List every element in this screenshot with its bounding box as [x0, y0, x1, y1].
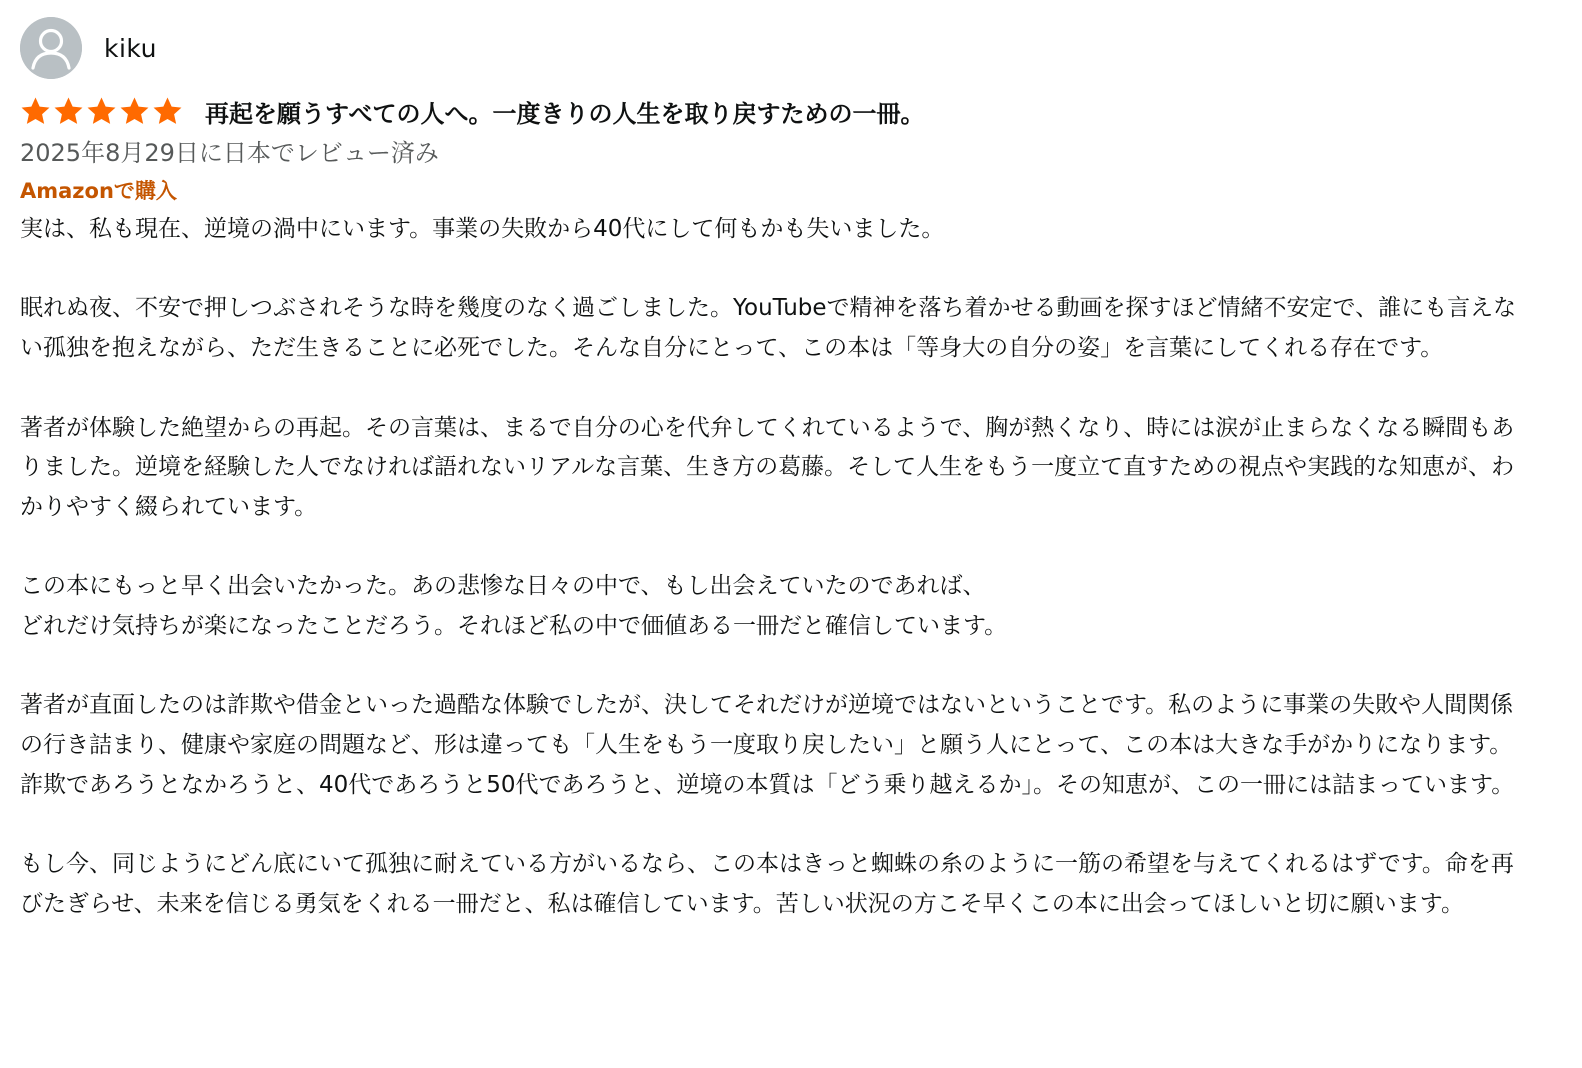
- default-user-avatar-icon[interactable]: [20, 17, 82, 79]
- star-icon: [53, 96, 84, 127]
- review-title[interactable]: 再起を願うすべての人へ。一度きりの人生を取り戻すための一冊。: [205, 99, 925, 128]
- review-date: 2025年8月29日に日本でレビュー済み: [20, 139, 439, 167]
- star-icon: [152, 96, 183, 127]
- star-icon: [20, 96, 51, 127]
- star-rating[interactable]: [20, 96, 183, 127]
- star-icon: [119, 96, 150, 127]
- reviewer-profile[interactable]: [20, 17, 1540, 79]
- reviewer-name[interactable]: kiku: [104, 33, 157, 63]
- star-icon: [86, 96, 117, 127]
- verified-purchase-badge[interactable]: Amazonで購入: [20, 179, 177, 203]
- customer-review: [20, 17, 1540, 925]
- review-title-row: [20, 91, 1540, 131]
- review-body: 実は、私も現在、逆境の渦中にいます。事業の失敗から40代にして何もかも失いました。 眠れぬ夜、不安で押しつぶされそうな時を幾度のなく過ごしました。YouTubeで精神を落ち着かせる動画を探すほど情緒不安定で、誰にも言えない孤独を抱えながら、ただ生きることに必死でした。そんな自分にとって、この本は「等身大の自分の姿」を言葉にしてくれる存在です。 著者が体験した絶望からの再起。その言葉は、まるで自分の心を代弁してくれているようで、胸が熱くなり、時には涙が止まらなくなる瞬間もありました。逆境を経験した人でなければ語れないリアルな言葉、生き方の葛藤。そして人生をもう一度立て直すための視点や実践的な知恵が、わかりやすく綴られています。 この本にもっと早く出会いたかった。あの悲惨な日々の中で、もし出会えていたのであれば、 どれだけ気持ちが楽になったことだろう。それほど私の中で価値ある一冊だと確信しています。 著者が直面したのは詐欺や借金といった過酷な体験でしたが、決してそれだけが逆境ではないということです。私のように事業の失敗や人間関係の行き詰まり、健康や家庭の問題など、形は違っても「人生をもう一度取り戻したい」と願う人にとって、この本は大きな手がかりになります。詐欺であろうとなかろうと、40代であろうと50代であろうと、逆境の本質は「どう乗り越えるか」。その知恵が、この一冊には詰まっています。 もし今、同じようにどん底にいて孤独に耐えている方がいるなら、この本はきっと蜘蛛の糸のように一筋の希望を与えてくれるはずです。命を再びたぎらせ、未来を信じる勇気をくれる一冊だと、私は確信しています。苦しい状況の方こそ早くこの本に出会ってほしいと切に願います。: [20, 216, 1517, 917]
